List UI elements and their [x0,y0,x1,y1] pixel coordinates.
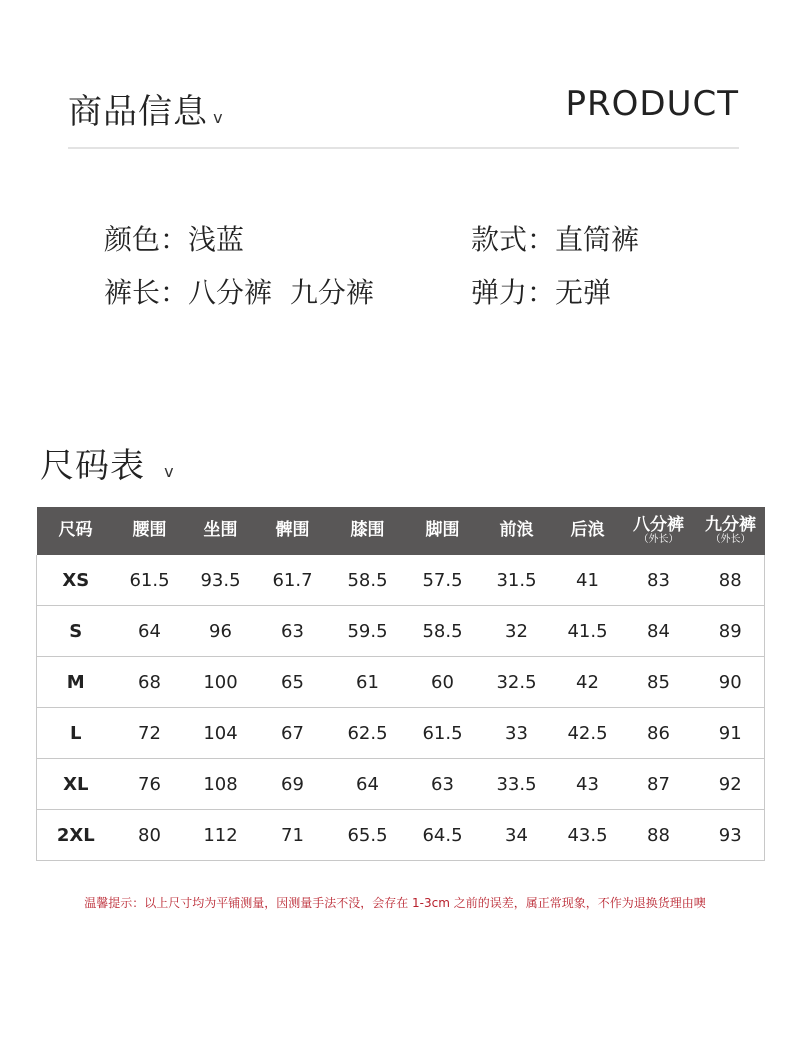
size-chart-heading [40,438,174,487]
measurement-cell: 33 [479,708,555,759]
measurement-cell: 63 [407,759,479,810]
measurement-cell: 43.5 [555,810,621,861]
header-ankle-length: 九分裤 （外长） [697,507,765,555]
size-cell: 2XL [37,810,115,861]
measurement-cell: 41.5 [555,606,621,657]
product-english-title: PRODUCT [565,84,739,124]
measurement-cell: 42.5 [555,708,621,759]
attr-color [104,218,244,258]
measurement-cell: 88 [621,810,697,861]
divider [68,147,739,149]
table-row [37,708,765,759]
measurement-cell: 85 [621,657,697,708]
attr-label: 裤长： [104,276,189,309]
measurement-note: 温馨提示：以上尺寸均为平铺测量，因测量手法不没，会存在 1-3cm 之前的误差，属正常现象，不作为退换货理由噢 [84,896,706,910]
size-cell: XS [37,555,115,606]
measurement-cell: 58.5 [329,555,407,606]
table-row [37,810,765,861]
table-row [37,759,765,810]
measurement-cell: 90 [697,657,765,708]
measurement-cell: 83 [621,555,697,606]
size-chart-title: 尺码表 [40,446,145,486]
attr-label: 款式： [471,223,556,256]
measurement-cell: 92 [697,759,765,810]
product-info-heading [68,84,223,133]
size-cell: M [37,657,115,708]
measurement-cell: 86 [621,708,697,759]
measurement-cell: 65.5 [329,810,407,861]
measurement-cell: 57.5 [407,555,479,606]
measurement-cell: 61.5 [115,555,185,606]
table-row [37,555,765,606]
measurement-cell: 91 [697,708,765,759]
measurement-cell: 100 [185,657,257,708]
measurement-cell: 89 [697,606,765,657]
measurement-cell: 58.5 [407,606,479,657]
measurement-cell: 65 [257,657,329,708]
header-knee: 膝围 [329,507,407,555]
table-header-row [37,507,765,555]
table-row [37,606,765,657]
measurement-cell: 60 [407,657,479,708]
measurement-cell: 42 [555,657,621,708]
measurement-cell: 112 [185,810,257,861]
measurement-cell: 76 [115,759,185,810]
attr-value: 浅蓝 [188,223,245,256]
measurement-cell: 61 [329,657,407,708]
measurement-cell: 69 [257,759,329,810]
header-back-rise: 后浪 [555,507,621,555]
header-waist: 腰围 [115,507,185,555]
measurement-cell: 31.5 [479,555,555,606]
attr-value: 八分裤 九分裤 [188,276,374,309]
measurement-cell: 43 [555,759,621,810]
measurement-cell: 87 [621,759,697,810]
measurement-cell: 108 [185,759,257,810]
header-front-rise: 前浪 [479,507,555,555]
size-cell: XL [37,759,115,810]
measurement-cell: 64 [115,606,185,657]
header-hem: 脚围 [407,507,479,555]
attr-value: 无弹 [555,276,612,309]
measurement-cell: 96 [185,606,257,657]
measurement-cell: 71 [257,810,329,861]
measurement-cell: 64 [329,759,407,810]
measurement-cell: 67 [257,708,329,759]
measurement-cell: 93 [697,810,765,861]
measurement-cell: 88 [697,555,765,606]
measurement-cell: 93.5 [185,555,257,606]
measurement-cell: 68 [115,657,185,708]
measurement-cell: 32.5 [479,657,555,708]
header-cropped-length: 八分裤 （外长） [621,507,697,555]
measurement-cell: 34 [479,810,555,861]
size-table [36,507,765,861]
measurement-cell: 33.5 [479,759,555,810]
measurement-cell: 59.5 [329,606,407,657]
header-thigh: 髀围 [257,507,329,555]
measurement-cell: 64.5 [407,810,479,861]
measurement-cell: 104 [185,708,257,759]
size-cell: L [37,708,115,759]
measurement-cell: 80 [115,810,185,861]
attr-style [471,218,639,258]
size-cell: S [37,606,115,657]
measurement-cell: 62.5 [329,708,407,759]
attr-value: 直筒裤 [555,223,640,256]
measurement-cell: 63 [257,606,329,657]
attr-label: 弹力： [471,276,556,309]
measurement-cell: 32 [479,606,555,657]
attr-label: 颜色： [104,223,189,256]
table-row [37,657,765,708]
measurement-cell: 41 [555,555,621,606]
attr-elasticity [471,271,611,311]
chevron-down-icon: v [164,462,174,481]
product-info-title: 商品信息 [68,92,208,132]
chevron-down-icon: v [213,108,223,127]
header-seat: 坐围 [185,507,257,555]
measurement-cell: 61.5 [407,708,479,759]
measurement-cell: 84 [621,606,697,657]
measurement-cell: 72 [115,708,185,759]
attr-length [104,271,374,311]
measurement-cell: 61.7 [257,555,329,606]
header-size: 尺码 [37,507,115,555]
